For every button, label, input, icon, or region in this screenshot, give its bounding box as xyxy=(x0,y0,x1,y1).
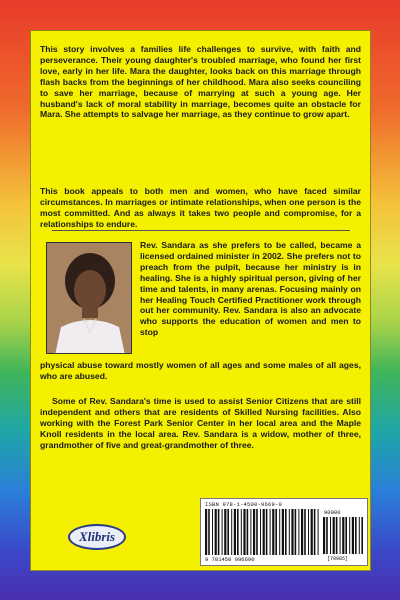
addon-price-text: 90000 xyxy=(324,509,341,516)
author-photo xyxy=(46,242,132,354)
addon-barcode-bars xyxy=(323,517,363,554)
isbn-barcode xyxy=(200,498,368,566)
bio-paragraph-2: Some of Rev. Sandara's time is used to assist Senior Citizens that are still independent and others that are residents of Skilled Nursing facilities. Also working with the Forest Park Senior Center in her local area and the Maple Knoll residents in the local area. Rev. Sandara is a widow, mother of three, grandmother of five and great-grandmother of three. xyxy=(40,396,361,450)
synopsis-paragraph-1: This story involves a families life challenges to survive, with faith and perseverance. Their young daughter's troubled marriage, who found her first love, early in her life. Mara the daughter, looks back on this marriage through flash backs from the beginnings of her childhood. Mara also seeks counciling to save her marriage, because of marrying at such a young age. Her husband's lack of moral stability in marriage, becomes quite an obstacle for Mara. She attempts to salvage her marriage, as they continue to grow apart. xyxy=(40,44,361,120)
author-portrait-image xyxy=(47,243,132,354)
publisher-logo-text: Xlibris xyxy=(78,529,116,544)
synopsis-paragraph-2: This book appeals to both men and women, who have faced similar circumstances. In marriages or intimate relationships, when one person is the most committed. And as always it takes two people and compromise, for a relationships to endure. xyxy=(40,186,361,229)
bio-paragraph-1b: physical abuse toward mostly women of all ages and some males of all ages, who are abused. xyxy=(40,360,361,381)
divider-line xyxy=(52,230,350,231)
bio-paragraph-1a: Rev. Sandara as she prefers to be called, became a licensed ordained minister in 2002. She prefers not to preach from the pulpit, because her ministry is in healing. She is a highly spiritual person, giving of her time and talents, in many arenas. Focusing mainly on her Healing Touch Certified Practitioner work through out her community. Rev. Sandara is also an advocate who supports the education of women and men to stop xyxy=(140,240,361,338)
barcode-code: [79985] xyxy=(327,556,349,562)
isbn-text: ISBN 978-1-4500-9669-0 xyxy=(205,501,283,508)
ean-digits: 9 781450 096690 xyxy=(205,556,255,563)
publisher-logo xyxy=(68,524,126,550)
ean-barcode-bars xyxy=(205,509,319,555)
